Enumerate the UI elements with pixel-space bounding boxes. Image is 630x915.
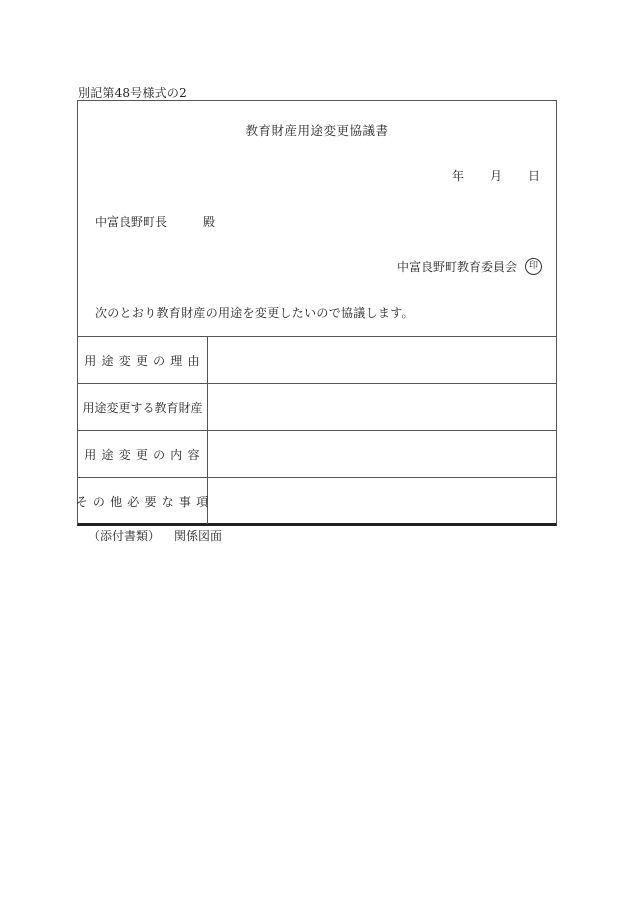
row-label-other: その他必要な事項 (78, 478, 208, 524)
sender-name: 中富良野町教育委員会 (396, 260, 517, 274)
row-label-property: 用途変更する教育財産 (78, 384, 208, 430)
addressee-honorific: 殿 (203, 215, 216, 229)
table-row (78, 337, 556, 384)
document-title: 教育財産用途変更協議書 (245, 123, 389, 138)
addressee (95, 213, 215, 230)
date-line (452, 167, 540, 184)
date-month: 月 (489, 169, 502, 183)
table-row (75, 478, 556, 524)
date-year: 年 (451, 169, 464, 183)
attachments-label: （添付書類） (88, 529, 161, 543)
attachments-note (88, 527, 222, 544)
request-statement: 次のとおり教育財産の用途を変更したいので協議します。 (95, 306, 414, 320)
sender (397, 258, 542, 275)
table-row (78, 431, 556, 478)
addressee-name: 中富良野町長 (95, 215, 168, 229)
row-label-reason: 用途変更の理由 (78, 337, 208, 383)
row-value-property[interactable] (208, 384, 556, 430)
form-number: 別記第48号様式の2 (78, 86, 187, 100)
row-value-other[interactable] (208, 478, 556, 524)
form-frame (77, 100, 557, 526)
row-label-content: 用途変更の内容 (78, 431, 208, 477)
details-table (75, 337, 556, 524)
attachments-value: 関係図面 (174, 529, 223, 543)
form-header-section (78, 101, 556, 337)
seal-mark: 印 (525, 258, 542, 275)
row-value-content[interactable] (208, 431, 556, 477)
date-day: 日 (527, 169, 540, 183)
row-value-reason[interactable] (208, 337, 556, 383)
table-row (78, 384, 556, 431)
